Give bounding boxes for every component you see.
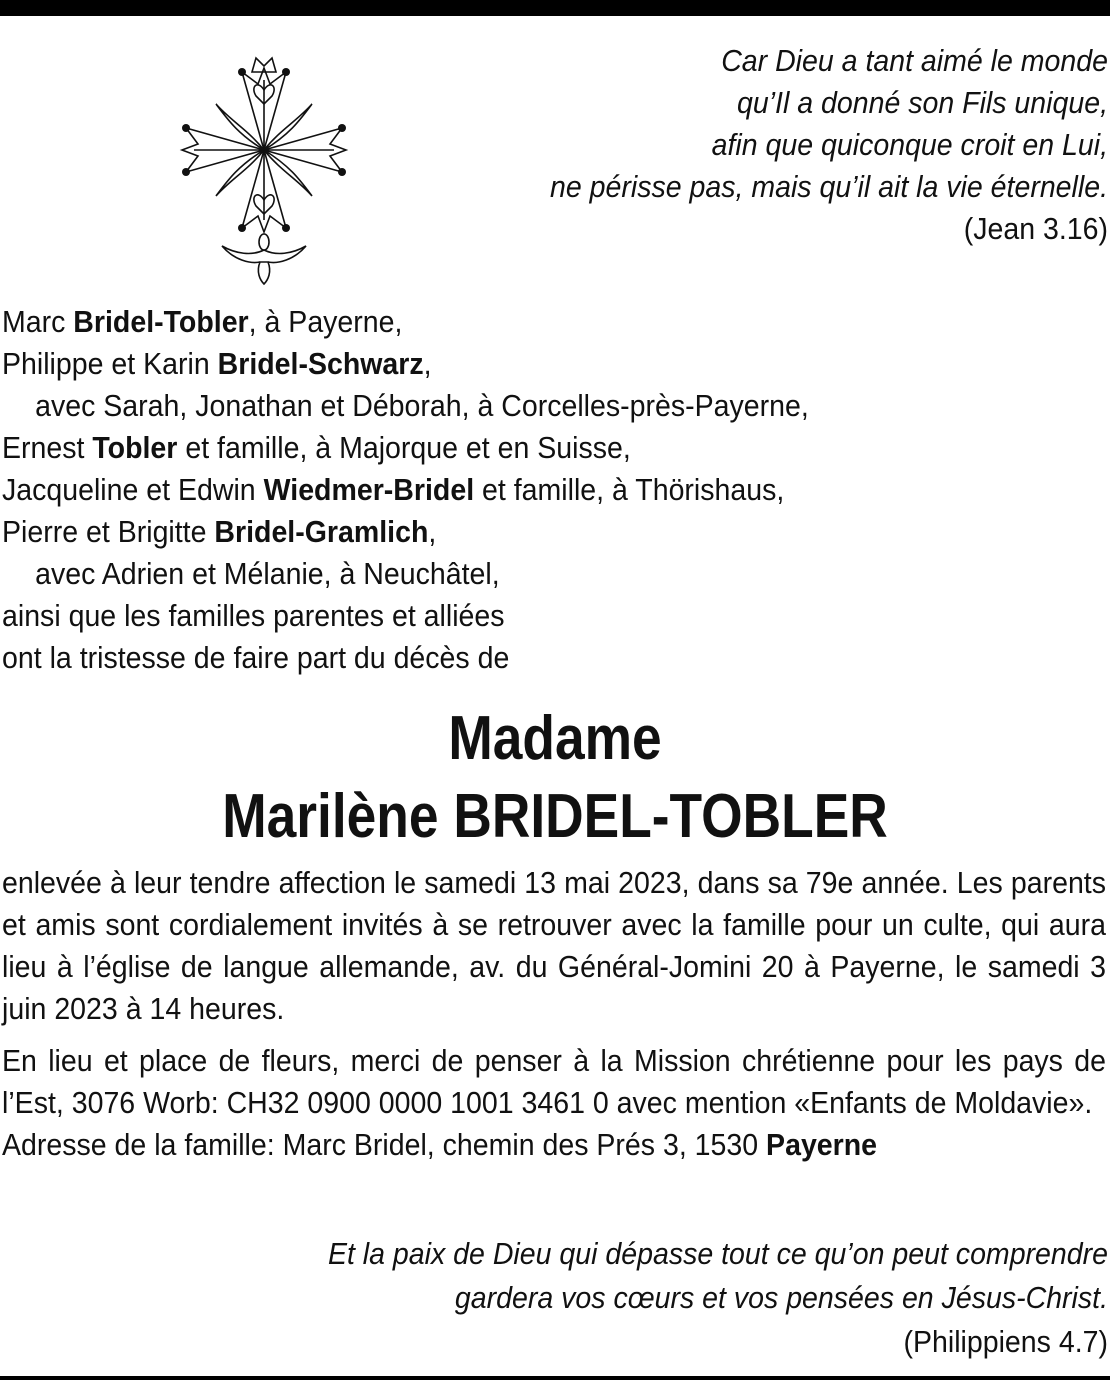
verse-bottom [234, 1232, 1108, 1364]
mourner-surname: Bridel-Tobler [73, 304, 249, 339]
verse-line: Et la paix de Dieu qui dépasse tout ce qu’on peut comprendre [327, 1236, 1108, 1271]
verse-line: ne périsse pas, mais qu’il ait la vie éternelle. [549, 169, 1108, 204]
mourner-text: avec Sarah, Jonathan et Déborah, à Corcelles-près-Payerne, [35, 388, 809, 423]
mourner-line [2, 511, 922, 553]
mourner-line [2, 595, 922, 637]
donation-paragraph: En lieu et place de fleurs, merci de penser à la Mission chrétienne pour les pays de l’Est, 3076 Worb: CH32 0900 0000 1001 3461 0 avec mention «Enfants de Moldavie». [2, 1043, 1106, 1120]
mourner-text: ont la tristesse de faire part du décès de [2, 640, 510, 675]
announcement-body [2, 862, 1106, 1166]
mourner-line [2, 385, 922, 427]
verse-top [446, 40, 1108, 250]
verse-line: Car Dieu a tant aimé le monde [721, 43, 1108, 78]
mourner-text: ainsi que les familles parentes et alliées [2, 598, 505, 633]
mourner-line [2, 427, 922, 469]
bottom-rule [0, 1376, 1110, 1380]
mourner-surname: Bridel-Schwarz [217, 346, 424, 381]
mourner-text: , [428, 514, 437, 549]
mourner-line [2, 469, 922, 511]
mourner-text: Jacqueline et Edwin [2, 472, 264, 507]
address-text: Adresse de la famille: Marc Bridel, chemin des Prés 3, 1530 [2, 1127, 767, 1162]
mourner-surname: Tobler [92, 430, 178, 465]
mourner-text: , à Payerne, [248, 304, 403, 339]
mourner-text: et famille, à Majorque et en Suisse, [177, 430, 631, 465]
announcement-paragraph: enlevée à leur tendre affection le samedi 13 mai 2023, dans sa 79e année. Les parents et amis sont cordialement invités à se retrouver avec la famille pour un culte, qui aura lieu à l’église de langue allemande, av. du Général-Jomini 20 à Payerne, le samedi 3 juin 2023 à 14 heures. [2, 865, 1106, 1026]
mourner-text: , [423, 346, 432, 381]
mourner-line [2, 301, 922, 343]
mourner-text: Ernest [2, 430, 93, 465]
mourner-line [2, 343, 922, 385]
mourner-text: Philippe et Karin [2, 346, 218, 381]
mourner-text: et famille, à Thörishaus, [474, 472, 785, 507]
mourner-line [2, 637, 922, 679]
verse-reference: (Philippiens 4.7) [903, 1324, 1108, 1359]
mourner-line [2, 553, 922, 595]
huguenot-cross-icon [172, 50, 356, 286]
mourner-text: avec Adrien et Mélanie, à Neuchâtel, [35, 556, 500, 591]
family-address [2, 1124, 1106, 1166]
mourner-text: Marc [2, 304, 74, 339]
mourner-surname: Bridel-Gramlich [214, 514, 429, 549]
deceased-title: Madame [448, 704, 662, 773]
verse-line: afin que quiconque croit en Lui, [711, 127, 1108, 162]
address-city: Payerne [766, 1127, 878, 1162]
mourner-text: Pierre et Brigitte [2, 514, 215, 549]
verse-reference: (Jean 3.16) [963, 211, 1108, 246]
mourner-surname: Wiedmer-Bridel [263, 472, 475, 507]
deceased-name-block [78, 700, 1033, 856]
verse-line: gardera vos cœurs et vos pensées en Jésus-Christ. [454, 1280, 1108, 1315]
mourners-list [2, 301, 922, 679]
top-rule [0, 0, 1110, 16]
deceased-name: Marilène BRIDEL-TOBLER [222, 782, 888, 851]
verse-line: qu’Il a donné son Fils unique, [736, 85, 1108, 120]
